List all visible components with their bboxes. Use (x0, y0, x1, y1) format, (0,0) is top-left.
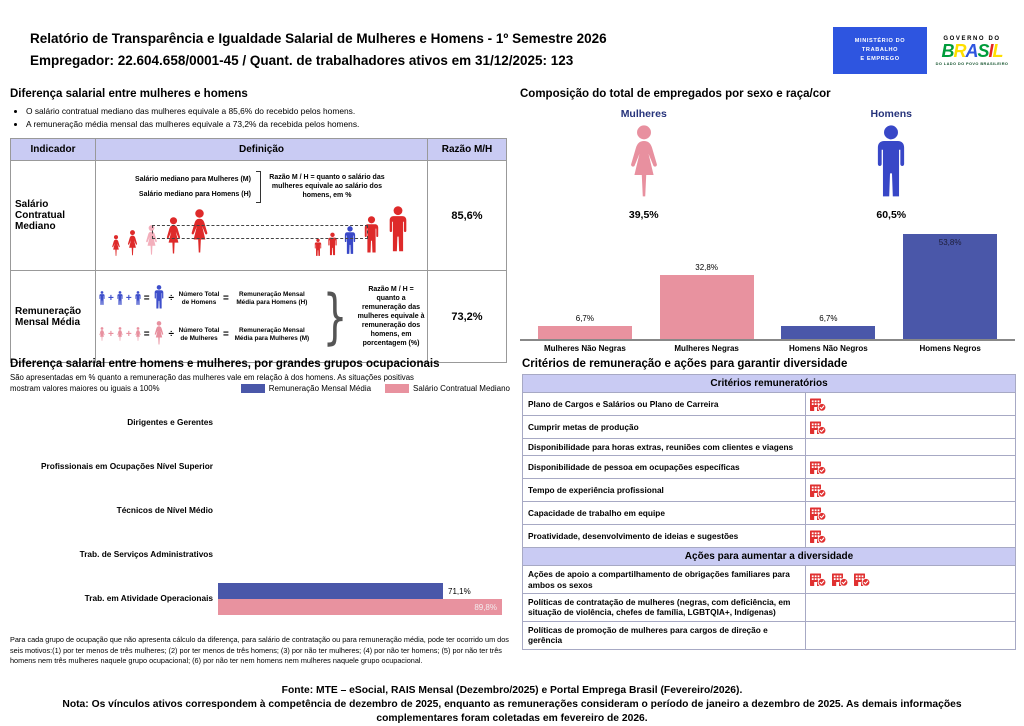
category-label: Trab. de Serviços Administrativos (79, 549, 213, 560)
section-composition (520, 88, 1015, 353)
brasil-wordmark: BRASIL (941, 40, 1003, 61)
bullet-median-salary: • O salário contratual mediano das mulheres equivale a 85,6% do recebido pelos homens. (26, 105, 508, 118)
occupational-footnote: Para cada grupo de ocupação que não apresenta cálculo da diferença, para salário de contratação ou para remuneração média, pode ter ocorrido um dos seis motivos:(1) por ter menos de três mulheres; (2) por ter menos de três homens; (3) por não ter mulheres; (4) por não ter homens; (5) por não ter três homens nem três mulheres naquele grupo ocupacional; (6) por não ter nem homens nem mulheres naquele grupo ocupacional. (10, 635, 509, 665)
criteria-label: Tempo de experiência profissional (523, 479, 806, 502)
criteria-marker-cell (806, 502, 1016, 525)
indicator-mean-pay: Remuneração Mensal Média (11, 271, 96, 363)
man-figure-icon (385, 205, 411, 259)
gov-logo-top: GOVERNO DO (943, 35, 1001, 42)
category-label: Trab. em Atividade Operacionais (84, 593, 213, 604)
ratio-median-value: 85,6% (428, 161, 507, 271)
occupational-bar-chart (10, 401, 512, 621)
equals-operator: = (223, 293, 229, 305)
legend-item (385, 384, 510, 393)
woman-figure-large-icon (152, 321, 166, 348)
criteria-label: Disponibilidade para horas extras, reuniões com clientes e viagens (523, 439, 806, 456)
women-composition (520, 108, 768, 221)
equals-operator: = (223, 329, 229, 341)
women-percentage: 39,5% (628, 209, 659, 221)
bar-mulheres-negras (660, 275, 754, 339)
criteria-row (523, 525, 1016, 548)
report-header (30, 28, 607, 71)
bracket-shape (256, 171, 261, 203)
indicator-table (10, 138, 507, 363)
company-check-icon (810, 397, 826, 411)
woman-figure-icon (98, 327, 106, 343)
criteria-row (523, 621, 1016, 649)
chart-row (10, 577, 512, 621)
col-header-definicao: Definição (96, 139, 428, 161)
criteria-marker-cell (806, 439, 1016, 456)
bullet-mean-pay: • A remuneração média mensal das mulheres equivale a 73,2% da recebida pelos homens. (26, 118, 508, 131)
category-label: Mulheres Não Negras (543, 344, 626, 353)
criteria-marker-cell (806, 525, 1016, 548)
legend-item (241, 384, 371, 393)
bar-remuneracao-media (218, 583, 471, 599)
occupational-title: Diferença salarial entre homens e mulheres, por grandes grupos ocupacionais (10, 358, 440, 370)
table-row (11, 161, 507, 271)
men-result-label: Remuneração Mensal Média para Homens (H) (236, 290, 308, 306)
criteria-marker-cell (806, 621, 1016, 649)
man-figure-icon (98, 291, 106, 307)
bar-salario-mediano (218, 599, 502, 615)
bar-slot (651, 263, 763, 339)
pay-gap-bullets (26, 105, 508, 131)
chart-row (10, 533, 512, 577)
bar-value-label: 6,7% (819, 314, 838, 323)
criteria-marker-cell (806, 479, 1016, 502)
criteria-label: Cumprir metas de produção (523, 416, 806, 439)
median-men-label: Salário mediano para Homens (H) (138, 190, 251, 198)
bar-value-label: 53,8% (938, 238, 962, 247)
report-footer (0, 684, 1024, 726)
bar-mulheres-nao-negras (538, 326, 632, 339)
company-check-icon (810, 506, 826, 520)
section-criteria (522, 358, 1015, 650)
criteria-row (523, 393, 1016, 416)
men-composition (768, 108, 1016, 221)
criteria-title: Critérios de remuneração e ações para garantir diversidade (522, 358, 848, 370)
equals-operator: = (143, 329, 150, 341)
bar-value-label: 89,8% (474, 602, 497, 612)
median-dashed-connector (152, 225, 368, 239)
criteria-table (522, 374, 1016, 650)
col-header-indicador: Indicador (11, 139, 96, 161)
brace-shape: } (322, 281, 348, 352)
company-check-icon (810, 529, 826, 543)
bar-homens-negros (903, 234, 997, 339)
criteria-row (523, 594, 1016, 622)
mte-logo (833, 27, 927, 74)
legend-swatch-pink (385, 384, 409, 393)
category-label: Profissionais em Ocupações Nível Superior (41, 461, 213, 472)
company-check-icon (810, 483, 826, 497)
man-figure-large-icon (152, 285, 166, 312)
gov-logo-tagline: DO LADO DO POVO BRASILEIRO (935, 60, 1009, 66)
legend-label: Remuneração Mensal Média (268, 384, 372, 394)
women-label: Mulheres (620, 108, 667, 120)
criteria-label: Plano de Cargos e Salários ou Plano de Carreira (523, 393, 806, 416)
man-figure-icon (116, 291, 124, 307)
men-divisor-label: Número Total de Homens (178, 290, 220, 306)
man-figure-icon (134, 291, 142, 307)
company-check-icon (810, 420, 826, 434)
company-check-icon (810, 460, 826, 474)
equals-operator: = (143, 293, 150, 305)
divide-operator: ÷ (168, 329, 175, 341)
logos (833, 27, 1017, 74)
ratio-note-median: Razão M / H = quanto o salário das mulheres equivale ao salário dos homens, em % (269, 173, 385, 200)
category-label: Homens Não Negros (789, 344, 868, 353)
mte-logo-line2: TRABALHO (861, 47, 899, 54)
company-check-icon (832, 572, 848, 586)
pay-gap-title: Diferença salarial entre mulheres e homens (10, 88, 248, 100)
plus-operator: + (108, 293, 114, 305)
company-check-icon (854, 572, 870, 586)
table-row (11, 271, 507, 363)
criteria-row (523, 479, 1016, 502)
category-label: Técnicos de Nível Médio (116, 505, 213, 516)
plus-operator: + (125, 329, 132, 341)
criteria-label: Disponibilidade de pessoa em ocupações específicas (523, 456, 806, 479)
remuneration-criteria-header: Critérios remuneratórios (523, 375, 1016, 393)
bar-slot (772, 314, 884, 339)
report-title: Relatório de Transparência e Igualdade Salarial de Mulheres e Homens - 1º Semestre 2026 (30, 31, 607, 46)
woman-pictogram-icon (618, 125, 670, 207)
man-pictogram-icon (868, 125, 914, 207)
criteria-marker-cell (806, 594, 1016, 622)
diversity-actions-header: Ações para aumentar a diversidade (523, 548, 1016, 566)
bar-slot (894, 234, 1006, 339)
definition-median-salary (96, 161, 428, 271)
section-occupational (10, 358, 512, 666)
men-mean-formula (98, 285, 313, 312)
col-header-razao: Razão M/H (428, 139, 507, 161)
governo-brasil-logo (927, 27, 1017, 74)
plus-operator: + (108, 329, 114, 341)
divide-operator: ÷ (168, 293, 175, 305)
bar-slot (529, 314, 641, 339)
plus-operator: + (125, 293, 132, 305)
mte-logo-line1: MINISTÉRIO DO (854, 38, 906, 45)
man-figure-icon (313, 238, 323, 259)
woman-figure-icon (116, 327, 124, 343)
category-label: Mulheres Negras (674, 344, 739, 353)
bar-value-label: 32,8% (695, 263, 718, 272)
woman-figure-icon (134, 327, 142, 343)
bar-value-label: 6,7% (575, 314, 594, 323)
woman-figure-icon (125, 230, 140, 259)
median-pictogram (96, 203, 427, 267)
indicator-median-salary: Salário Contratual Mediano (11, 161, 96, 271)
criteria-row (523, 416, 1016, 439)
ratio-note-mean: Razão M / H = quanto a remuneração das mulheres equivale à remuneração dos homens, em porcentagem (%) (357, 285, 425, 348)
bar-value-label: 71,1% (448, 586, 471, 596)
men-label: Homens (870, 108, 912, 120)
legend-swatch-blue (241, 384, 265, 393)
criteria-label: Capacidade de trabalho em equipe (523, 502, 806, 525)
criteria-label: Proatividade, desenvolvimento de ideias e sugestões (523, 525, 806, 548)
composition-title: Composição do total de empregados por sexo e raça/cor (520, 88, 831, 100)
criteria-row (523, 502, 1016, 525)
employer-line: Empregador: 22.604.658/0001-45 / Quant. de trabalhadores ativos em 31/12/2025: 123 (30, 52, 574, 68)
chart-row (10, 401, 512, 445)
company-check-icon (810, 572, 826, 586)
source-line: Fonte: MTE – eSocial, RAIS Mensal (Dezembro/2025) e Portal Emprega Brasil (Fevereiro/2026). (281, 685, 743, 696)
note-line: Nota: Os vínculos ativos correspondem à competência de dezembro de 2025, enquanto as remunerações consideram o período de janeiro a dezembro de 2025. As demais informações complementares foram coletadas em fevereiro de 2026. (62, 698, 962, 724)
women-mean-formula (98, 321, 313, 348)
woman-figure-icon (110, 235, 122, 259)
median-women-label: Salário mediano para Mulheres (M) (135, 175, 251, 183)
criteria-label: Políticas de promoção de mulheres para cargos de direção e gerência (523, 621, 806, 649)
section-pay-gap (10, 88, 508, 363)
category-label: Homens Negros (919, 344, 981, 353)
bar-homens-nao-negros (781, 326, 875, 339)
criteria-marker-cell (806, 566, 1016, 594)
definition-mean-pay (96, 271, 428, 363)
ratio-mean-value: 73,2% (428, 271, 507, 363)
occupational-subtitle: São apresentadas em % quanto a remuneração das mulheres vale em relação à dos homens. As situações positivas mostram valores maiores ou iguais a 100% (10, 373, 414, 393)
chart-row (10, 445, 512, 489)
criteria-row (523, 566, 1016, 594)
criteria-marker-cell (806, 416, 1016, 439)
men-percentage: 60,5% (876, 209, 907, 221)
criteria-label: Ações de apoio a compartilhamento de obrigações familiares para ambos os sexos (523, 566, 806, 594)
category-label: Dirigentes e Gerentes (127, 417, 213, 428)
women-divisor-label: Número Total de Mulheres (178, 326, 220, 342)
chart-row (10, 489, 512, 533)
women-result-label: Remuneração Mensal Média para Mulheres (M) (234, 326, 310, 342)
criteria-row (523, 439, 1016, 456)
criteria-marker-cell (806, 393, 1016, 416)
criteria-label: Políticas de contratação de mulheres (negras, com deficiência, em situação de violência, chefes de família, LGBTQIA+, Indígenas) (523, 594, 806, 622)
criteria-marker-cell (806, 456, 1016, 479)
mte-logo-line3: E EMPREGO (860, 55, 900, 62)
legend-label: Salário Contratual Mediano (413, 384, 510, 394)
criteria-row (523, 456, 1016, 479)
race-sex-bar-chart (520, 223, 1015, 341)
